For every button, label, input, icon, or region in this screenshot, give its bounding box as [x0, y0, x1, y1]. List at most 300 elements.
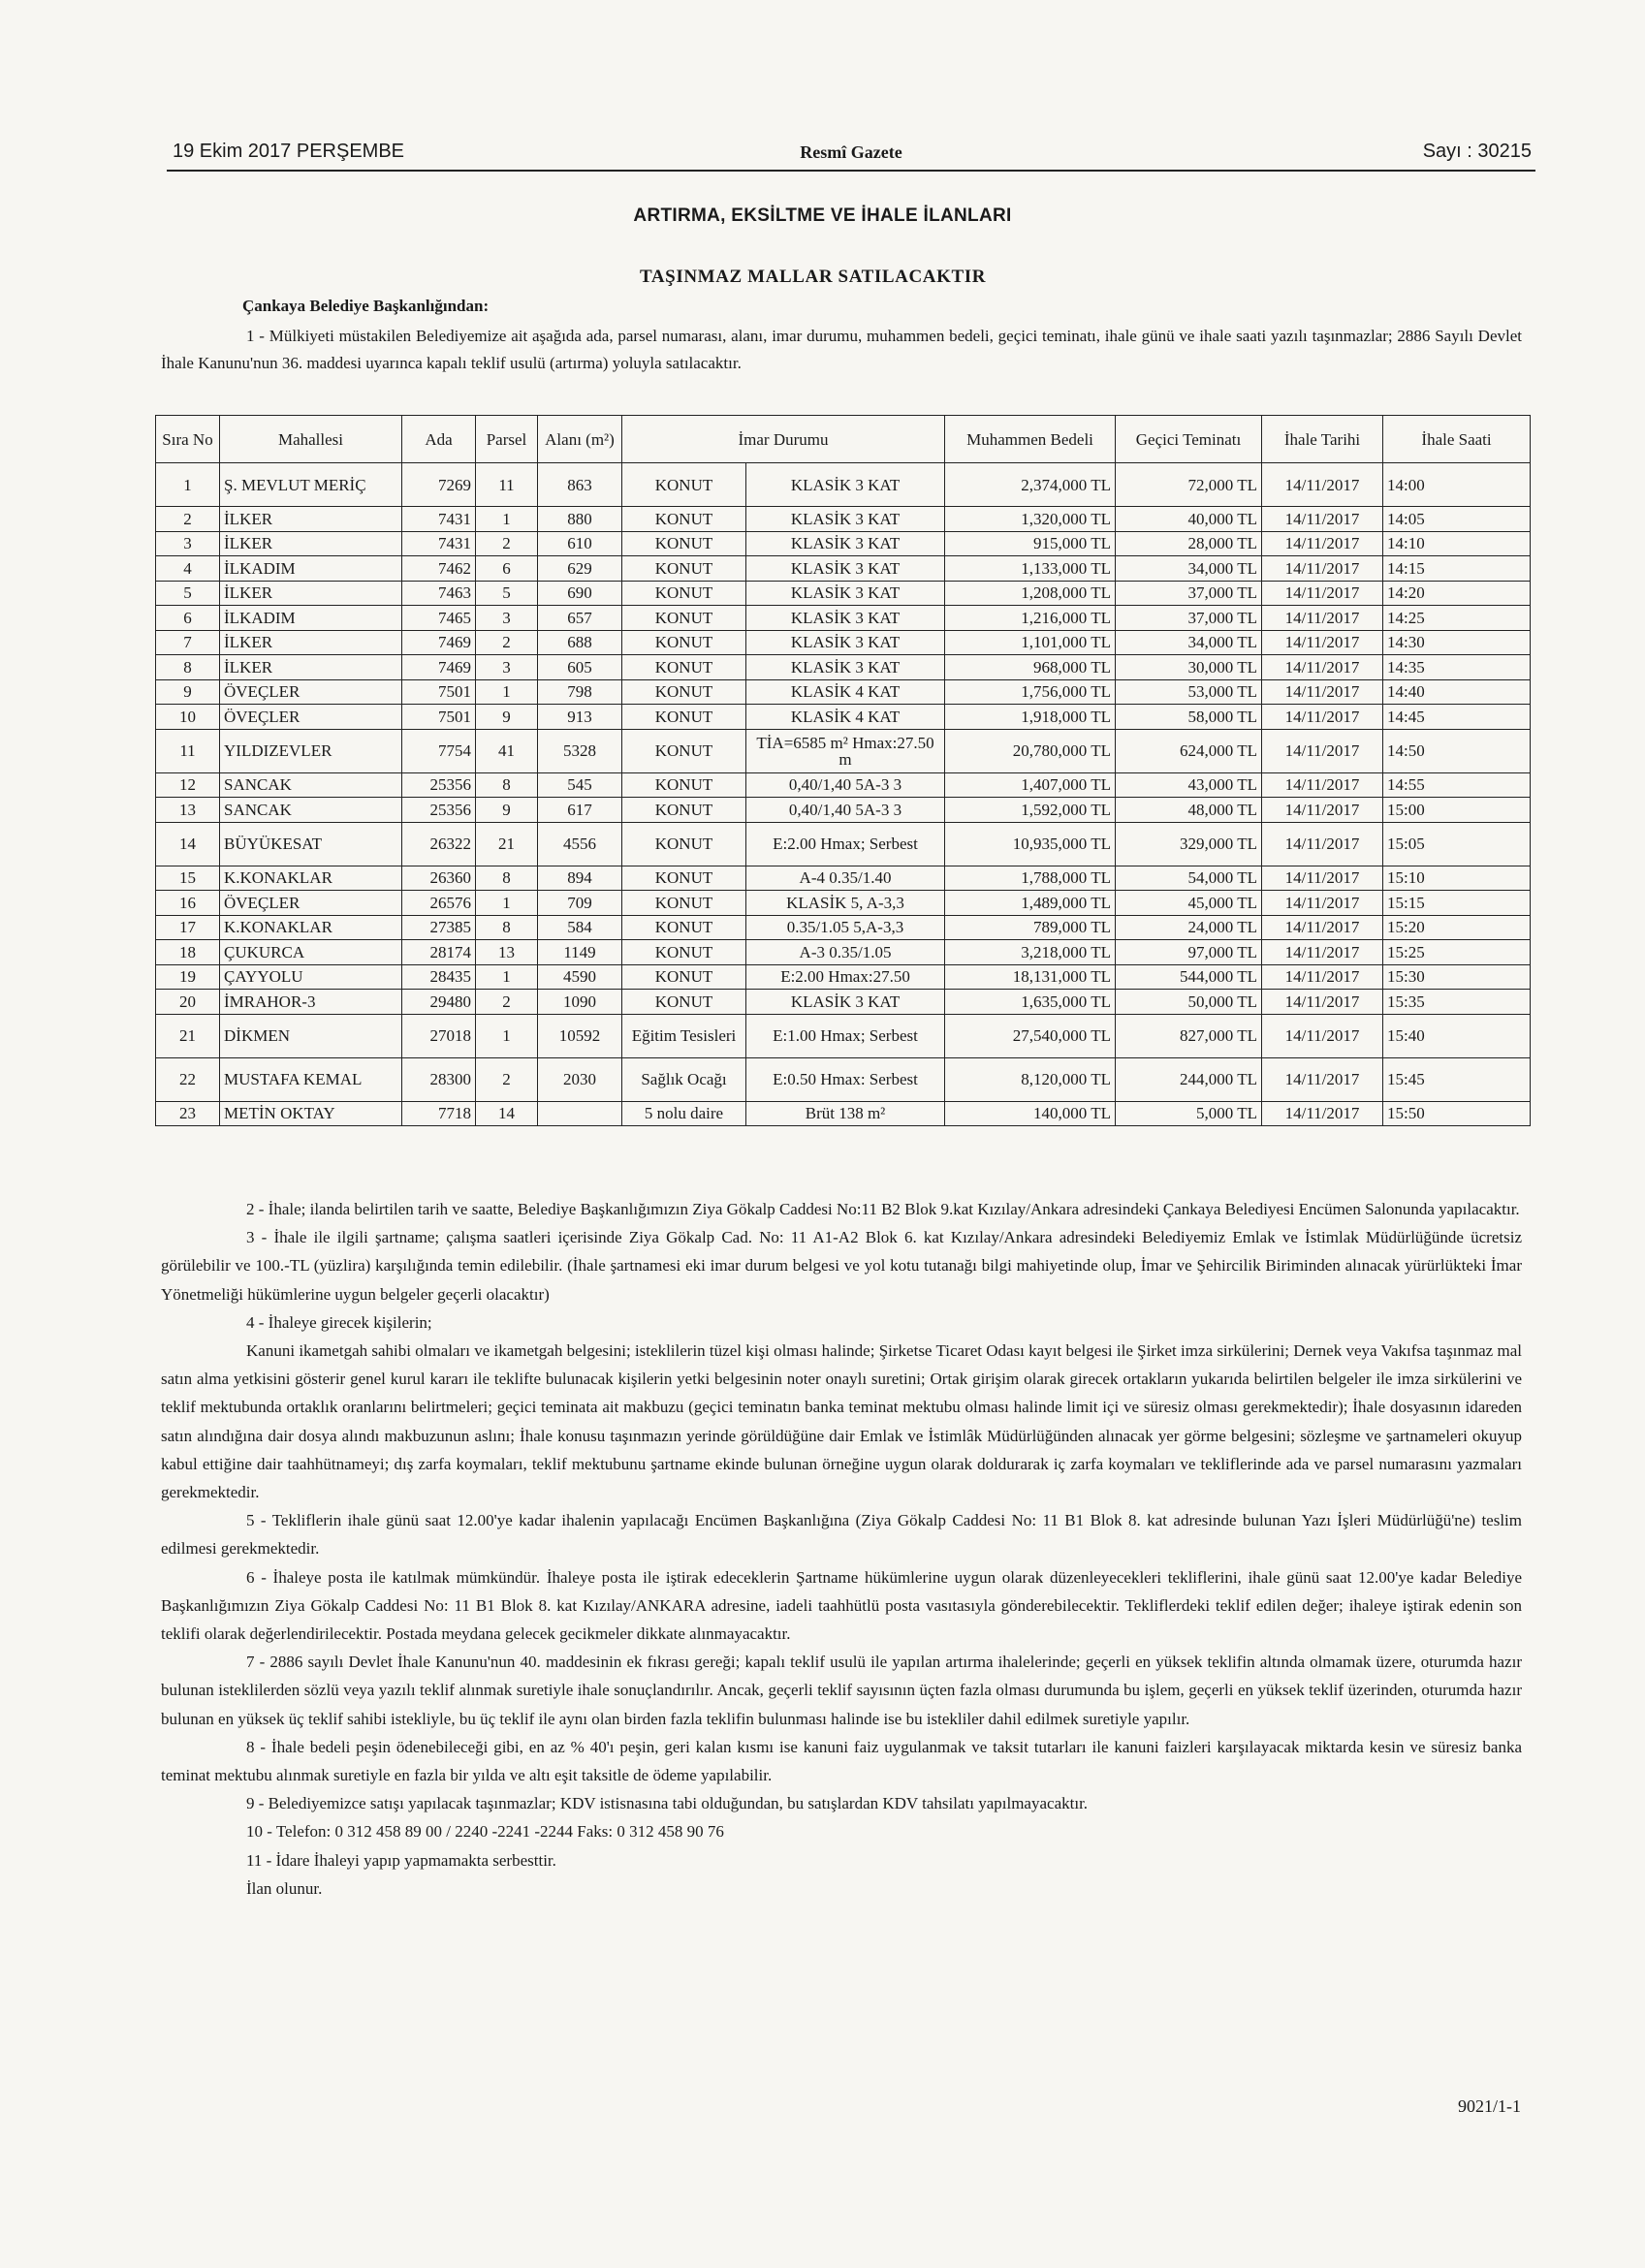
- cell-gecici-teminat: 54,000 TL: [1116, 866, 1262, 891]
- cell-parsel: 14: [476, 1101, 538, 1126]
- cell-imar-detail: E:1.00 Hmax; Serbest: [746, 1014, 945, 1057]
- cell-sira-no: 22: [156, 1057, 220, 1101]
- cell-sira-no: 11: [156, 729, 220, 772]
- table-row: [156, 606, 1531, 631]
- cell-alan: 10592: [538, 1014, 622, 1057]
- cell-sira-no: 8: [156, 655, 220, 680]
- cell-sira-no: 7: [156, 630, 220, 655]
- cell-mahalle: İLKER: [220, 630, 402, 655]
- cell-alan: 610: [538, 531, 622, 556]
- cell-imar-detail: A-3 0.35/1.05: [746, 940, 945, 965]
- cell-ada: 26322: [402, 822, 476, 866]
- header-date: 19 Ekim 2017 PERŞEMBE: [173, 141, 404, 162]
- cell-alan: 690: [538, 581, 622, 606]
- cell-muhammen-bedel: 140,000 TL: [945, 1101, 1116, 1126]
- cell-ihale-saati: 14:50: [1383, 729, 1531, 772]
- cell-gecici-teminat: 34,000 TL: [1116, 556, 1262, 582]
- cell-sira-no: 12: [156, 772, 220, 798]
- cell-imar-detail: KLASİK 3 KAT: [746, 463, 945, 507]
- cell-gecici-teminat: 28,000 TL: [1116, 531, 1262, 556]
- cell-sira-no: 13: [156, 798, 220, 823]
- col-header-parsel: Parsel: [476, 416, 538, 463]
- cell-ada: 28174: [402, 940, 476, 965]
- cell-muhammen-bedel: 1,101,000 TL: [945, 630, 1116, 655]
- condition-paragraph: 10 - Telefon: 0 312 458 89 00 / 2240 -2241 -2244 Faks: 0 312 458 90 76: [246, 1822, 724, 1842]
- cell-ihale-tarihi: 14/11/2017: [1262, 1101, 1383, 1126]
- cell-imar-detail: KLASİK 3 KAT: [746, 531, 945, 556]
- table-row: [156, 964, 1531, 990]
- cell-alan: 584: [538, 915, 622, 940]
- cell-mahalle: ÖVEÇLER: [220, 679, 402, 705]
- cell-gecici-teminat: 58,000 TL: [1116, 705, 1262, 730]
- cell-gecici-teminat: 53,000 TL: [1116, 679, 1262, 705]
- cell-imar-type: KONUT: [622, 891, 746, 916]
- cell-sira-no: 5: [156, 581, 220, 606]
- cell-alan: 4556: [538, 822, 622, 866]
- property-table: [155, 415, 1531, 1126]
- cell-imar-type: KONUT: [622, 679, 746, 705]
- cell-alan: 798: [538, 679, 622, 705]
- cell-parsel: 2: [476, 1057, 538, 1101]
- cell-imar-type: KONUT: [622, 630, 746, 655]
- condition-paragraph: 7 - 2886 sayılı Devlet İhale Kanunu'nun 40. maddesinin ek fıkrası gereği; kapalı teklif usulü ile yapılan artırma ihalelerinde; geçerli en yüksek teklifin altında olmamak üzere, oturumda hazır bulunan isteklilerden sözlü veya yazılı teklif alınmak suretiyle ihale sonuçlandırılır. Ancak, geçerli teklif sayısının üçten fazla olması durumunda bu işlem, geçerli en yüksek teklif üzerinden, oturumda hazır bulunan en yüksek üç teklif sahibi istekliyle, bu üç teklif ile aynı olan birden fazla teklifin bulunması halinde ise bu istekliler dahil edilmek suretiyle yapılır.: [161, 1653, 1522, 1728]
- cell-ihale-saati: 14:30: [1383, 630, 1531, 655]
- cell-gecici-teminat: 244,000 TL: [1116, 1057, 1262, 1101]
- table-row: [156, 679, 1531, 705]
- cell-alan: 545: [538, 772, 622, 798]
- cell-mahalle: K.KONAKLAR: [220, 915, 402, 940]
- cell-ihale-saati: 15:05: [1383, 822, 1531, 866]
- cell-ihale-saati: 15:50: [1383, 1101, 1531, 1126]
- cell-gecici-teminat: 329,000 TL: [1116, 822, 1262, 866]
- table-row: [156, 630, 1531, 655]
- cell-ihale-saati: 14:05: [1383, 507, 1531, 532]
- cell-ihale-saati: 15:45: [1383, 1057, 1531, 1101]
- table-body: [156, 463, 1531, 1126]
- cell-sira-no: 4: [156, 556, 220, 582]
- cell-muhammen-bedel: 3,218,000 TL: [945, 940, 1116, 965]
- table-row: [156, 1057, 1531, 1101]
- table-row: [156, 798, 1531, 823]
- cell-gecici-teminat: 544,000 TL: [1116, 964, 1262, 990]
- cell-mahalle: ÖVEÇLER: [220, 891, 402, 916]
- cell-gecici-teminat: 30,000 TL: [1116, 655, 1262, 680]
- table-row: [156, 1101, 1531, 1126]
- cell-mahalle: SANCAK: [220, 798, 402, 823]
- cell-gecici-teminat: 40,000 TL: [1116, 507, 1262, 532]
- cell-imar-type: KONUT: [622, 866, 746, 891]
- cell-gecici-teminat: 50,000 TL: [1116, 990, 1262, 1015]
- table-row: [156, 990, 1531, 1015]
- cell-ihale-tarihi: 14/11/2017: [1262, 507, 1383, 532]
- cell-parsel: 9: [476, 798, 538, 823]
- table-row: [156, 655, 1531, 680]
- cell-ihale-tarihi: 14/11/2017: [1262, 679, 1383, 705]
- cell-parsel: 2: [476, 630, 538, 655]
- cell-ada: 26576: [402, 891, 476, 916]
- cell-muhammen-bedel: 18,131,000 TL: [945, 964, 1116, 990]
- cell-imar-type: KONUT: [622, 940, 746, 965]
- table-row: [156, 705, 1531, 730]
- cell-ihale-saati: 14:55: [1383, 772, 1531, 798]
- cell-ihale-saati: 14:40: [1383, 679, 1531, 705]
- cell-mahalle: DİKMEN: [220, 1014, 402, 1057]
- cell-imar-detail: A-4 0.35/1.40: [746, 866, 945, 891]
- cell-imar-type: KONUT: [622, 964, 746, 990]
- cell-muhammen-bedel: 1,133,000 TL: [945, 556, 1116, 582]
- cell-ada: 25356: [402, 772, 476, 798]
- cell-ihale-saati: 15:00: [1383, 798, 1531, 823]
- cell-imar-type: KONUT: [622, 581, 746, 606]
- cell-muhammen-bedel: 1,216,000 TL: [945, 606, 1116, 631]
- issue-number: Sayı : 30215: [1422, 141, 1532, 162]
- cell-imar-type: KONUT: [622, 798, 746, 823]
- cell-ada: 27018: [402, 1014, 476, 1057]
- cell-ada: 27385: [402, 915, 476, 940]
- cell-ada: 28435: [402, 964, 476, 990]
- cell-alan: 657: [538, 606, 622, 631]
- cell-muhammen-bedel: 915,000 TL: [945, 531, 1116, 556]
- table-row: [156, 556, 1531, 582]
- cell-muhammen-bedel: 10,935,000 TL: [945, 822, 1116, 866]
- table-row: [156, 531, 1531, 556]
- cell-imar-detail: 0,40/1,40 5A-3 3: [746, 772, 945, 798]
- cell-imar-type: KONUT: [622, 990, 746, 1015]
- cell-imar-type: KONUT: [622, 463, 746, 507]
- cell-mahalle: İLKADIM: [220, 556, 402, 582]
- cell-ihale-tarihi: 14/11/2017: [1262, 891, 1383, 916]
- cell-imar-detail: KLASİK 3 KAT: [746, 581, 945, 606]
- cell-gecici-teminat: 37,000 TL: [1116, 606, 1262, 631]
- cell-parsel: 41: [476, 729, 538, 772]
- intro-paragraph: 1 - Mülkiyeti müstakilen Belediyemize ait aşağıda ada, parsel numarası, alanı, imar durumu, muhammen bedeli, geçici teminatı, ihale günü ve ihale saati yazılı taşınmazlar; 2886 Sayılı Devlet İhale Kanunu'nun 36. maddesi uyarınca kapalı teklif usulü (artırma) yoluyla satılacaktır.: [161, 327, 1522, 372]
- cell-mahalle: MUSTAFA KEMAL: [220, 1057, 402, 1101]
- cell-imar-type: KONUT: [622, 507, 746, 532]
- cell-ada: 29480: [402, 990, 476, 1015]
- cell-imar-detail: KLASİK 3 KAT: [746, 655, 945, 680]
- cell-sira-no: 20: [156, 990, 220, 1015]
- cell-sira-no: 14: [156, 822, 220, 866]
- cell-ihale-tarihi: 14/11/2017: [1262, 463, 1383, 507]
- cell-ihale-saati: 14:35: [1383, 655, 1531, 680]
- cell-ihale-saati: 15:40: [1383, 1014, 1531, 1057]
- cell-ihale-saati: 15:30: [1383, 964, 1531, 990]
- cell-imar-type: Eğitim Tesisleri: [622, 1014, 746, 1057]
- table-row: [156, 729, 1531, 772]
- cell-muhammen-bedel: 1,208,000 TL: [945, 581, 1116, 606]
- cell-alan: 688: [538, 630, 622, 655]
- cell-ihale-tarihi: 14/11/2017: [1262, 1057, 1383, 1101]
- issuing-authority: Çankaya Belediye Başkanlığından:: [242, 297, 490, 315]
- cell-gecici-teminat: 72,000 TL: [1116, 463, 1262, 507]
- cell-mahalle: İLKER: [220, 655, 402, 680]
- cell-parsel: 1: [476, 679, 538, 705]
- cell-ihale-saati: 15:15: [1383, 891, 1531, 916]
- cell-sira-no: 19: [156, 964, 220, 990]
- cell-muhammen-bedel: 1,320,000 TL: [945, 507, 1116, 532]
- cell-ihale-saati: 15:35: [1383, 990, 1531, 1015]
- table-row: [156, 915, 1531, 940]
- cell-ada: 7469: [402, 655, 476, 680]
- cell-imar-type: KONUT: [622, 915, 746, 940]
- condition-paragraph: 9 - Belediyemizce satışı yapılacak taşınmazlar; KDV istisnasına tabi olduğundan, bu satışlardan KDV tahsilatı yapılmayacaktır.: [246, 1794, 1089, 1813]
- cell-imar-detail: E:2.00 Hmax:27.50: [746, 964, 945, 990]
- cell-imar-detail: KLASİK 4 KAT: [746, 679, 945, 705]
- cell-parsel: 13: [476, 940, 538, 965]
- cell-muhammen-bedel: 1,788,000 TL: [945, 866, 1116, 891]
- cell-ihale-saati: 15:25: [1383, 940, 1531, 965]
- cell-ada: 7501: [402, 679, 476, 705]
- cell-parsel: 1: [476, 891, 538, 916]
- cell-mahalle: METİN OKTAY: [220, 1101, 402, 1126]
- col-header-bedel: Muhammen Bedeli: [945, 416, 1116, 463]
- cell-alan: 1149: [538, 940, 622, 965]
- cell-alan: 629: [538, 556, 622, 582]
- cell-ihale-saati: 14:00: [1383, 463, 1531, 507]
- cell-muhammen-bedel: 27,540,000 TL: [945, 1014, 1116, 1057]
- cell-muhammen-bedel: 1,918,000 TL: [945, 705, 1116, 730]
- cell-parsel: 2: [476, 990, 538, 1015]
- cell-muhammen-bedel: 1,489,000 TL: [945, 891, 1116, 916]
- cell-ihale-saati: 14:25: [1383, 606, 1531, 631]
- cell-sira-no: 15: [156, 866, 220, 891]
- cell-sira-no: 17: [156, 915, 220, 940]
- col-header-ada: Ada: [402, 416, 476, 463]
- cell-alan: 2030: [538, 1057, 622, 1101]
- cell-ihale-saati: 14:10: [1383, 531, 1531, 556]
- col-header-mahalle: Mahallesi: [220, 416, 402, 463]
- cell-parsel: 6: [476, 556, 538, 582]
- cell-ada: 7469: [402, 630, 476, 655]
- cell-sira-no: 23: [156, 1101, 220, 1126]
- cell-ada: 7431: [402, 507, 476, 532]
- cell-muhammen-bedel: 789,000 TL: [945, 915, 1116, 940]
- cell-muhammen-bedel: 20,780,000 TL: [945, 729, 1116, 772]
- cell-ihale-tarihi: 14/11/2017: [1262, 964, 1383, 990]
- cell-ada: 7463: [402, 581, 476, 606]
- table-row: [156, 463, 1531, 507]
- cell-ihale-saati: 15:20: [1383, 915, 1531, 940]
- cell-muhammen-bedel: 1,592,000 TL: [945, 798, 1116, 823]
- col-header-sira: Sıra No: [156, 416, 220, 463]
- cell-parsel: 3: [476, 655, 538, 680]
- cell-ada: 26360: [402, 866, 476, 891]
- condition-paragraph: 3 - İhale ile ilgili şartname; çalışma saatleri içerisinde Ziya Gökalp Cad. No: 11 A1-A2 Blok 6. kat Kızılay/Ankara adresindeki Belediyemiz Emlak ve İstimlak Müdürlüğünde ücretsiz görülebilir ve 100.-TL (yüzlira) karşılığında temin edilebilir. (İhale şartnamesi eki imar durum belgesi ve yol kotu tutanağı bilgi mahiyetinde olup, İmar ve Şehircilik Biriminden alınacak yürürlükteki İmar Yönetmeliği hükümlerine uygun belgeler geçerli olacaktır): [161, 1228, 1522, 1304]
- cell-alan: 4590: [538, 964, 622, 990]
- cell-ihale-tarihi: 14/11/2017: [1262, 990, 1383, 1015]
- cell-sira-no: 21: [156, 1014, 220, 1057]
- cell-gecici-teminat: 48,000 TL: [1116, 798, 1262, 823]
- table-row: [156, 891, 1531, 916]
- cell-muhammen-bedel: 8,120,000 TL: [945, 1057, 1116, 1101]
- cell-parsel: 1: [476, 1014, 538, 1057]
- condition-paragraph: 11 - İdare İhaleyi yapıp yapmamakta serbesttir.: [246, 1850, 556, 1870]
- cell-imar-detail: Brüt 138 m²: [746, 1101, 945, 1126]
- cell-alan: 880: [538, 507, 622, 532]
- conditions-section: [161, 1195, 1522, 1903]
- cell-ada: 7269: [402, 463, 476, 507]
- cell-ihale-tarihi: 14/11/2017: [1262, 915, 1383, 940]
- cell-imar-detail: 0,40/1,40 5A-3 3: [746, 798, 945, 823]
- cell-ada: 25356: [402, 798, 476, 823]
- cell-alan: [538, 1101, 622, 1126]
- cell-imar-type: KONUT: [622, 531, 746, 556]
- announcement-title: TAŞINMAZ MALLAR SATILACAKTIR: [640, 267, 987, 287]
- cell-parsel: 21: [476, 822, 538, 866]
- cell-mahalle: İLKER: [220, 581, 402, 606]
- page-header: [167, 139, 1535, 172]
- cell-imar-detail: KLASİK 4 KAT: [746, 705, 945, 730]
- cell-ada: 7465: [402, 606, 476, 631]
- cell-parsel: 11: [476, 463, 538, 507]
- cell-mahalle: BÜYÜKESAT: [220, 822, 402, 866]
- cell-imar-type: Sağlık Ocağı: [622, 1057, 746, 1101]
- cell-mahalle: ÇUKURCA: [220, 940, 402, 965]
- cell-parsel: 8: [476, 915, 538, 940]
- cell-mahalle: İMRAHOR-3: [220, 990, 402, 1015]
- cell-ihale-tarihi: 14/11/2017: [1262, 531, 1383, 556]
- condition-paragraph: İlan olunur.: [246, 1878, 323, 1898]
- cell-imar-type: KONUT: [622, 822, 746, 866]
- cell-ada: 7754: [402, 729, 476, 772]
- cell-parsel: 1: [476, 507, 538, 532]
- cell-gecici-teminat: 37,000 TL: [1116, 581, 1262, 606]
- cell-muhammen-bedel: 968,000 TL: [945, 655, 1116, 680]
- col-header-imar: İmar Durumu: [622, 416, 945, 463]
- cell-sira-no: 3: [156, 531, 220, 556]
- gazette-name: Resmî Gazete: [800, 142, 902, 162]
- cell-ihale-saati: 14:45: [1383, 705, 1531, 730]
- cell-parsel: 2: [476, 531, 538, 556]
- cell-ihale-tarihi: 14/11/2017: [1262, 556, 1383, 582]
- cell-ada: 7501: [402, 705, 476, 730]
- condition-paragraph: 8 - İhale bedeli peşin ödenebileceği gibi, en az % 40'ı peşin, geri kalan kısmı ise kanuni faiz uygulanmak ve taksit tutarları ile kanuni faizleri karşılayacak miktarda kesin ve süresiz banka teminat mektubu alınmak suretiyle en fazla bir yılda ve altı eşit taksitle de ödeme yapılabilir.: [161, 1737, 1522, 1785]
- cell-ihale-tarihi: 14/11/2017: [1262, 630, 1383, 655]
- cell-imar-type: KONUT: [622, 606, 746, 631]
- cell-mahalle: İLKER: [220, 507, 402, 532]
- cell-ihale-tarihi: 14/11/2017: [1262, 606, 1383, 631]
- cell-mahalle: SANCAK: [220, 772, 402, 798]
- cell-imar-detail: KLASİK 3 KAT: [746, 606, 945, 631]
- cell-parsel: 8: [476, 866, 538, 891]
- cell-ihale-saati: 14:20: [1383, 581, 1531, 606]
- cell-imar-detail: 0.35/1.05 5,A-3,3: [746, 915, 945, 940]
- cell-ihale-tarihi: 14/11/2017: [1262, 655, 1383, 680]
- cell-alan: 617: [538, 798, 622, 823]
- cell-gecici-teminat: 624,000 TL: [1116, 729, 1262, 772]
- cell-ada: 7431: [402, 531, 476, 556]
- cell-mahalle: Ş. MEVLUT MERİÇ: [220, 463, 402, 507]
- cell-imar-detail: KLASİK 3 KAT: [746, 507, 945, 532]
- cell-imar-detail: E:2.00 Hmax; Serbest: [746, 822, 945, 866]
- cell-ihale-saati: 15:10: [1383, 866, 1531, 891]
- cell-ihale-tarihi: 14/11/2017: [1262, 729, 1383, 772]
- col-header-tarih: İhale Tarihi: [1262, 416, 1383, 463]
- cell-parsel: 9: [476, 705, 538, 730]
- cell-alan: 913: [538, 705, 622, 730]
- cell-imar-type: 5 nolu daire: [622, 1101, 746, 1126]
- cell-ihale-tarihi: 14/11/2017: [1262, 798, 1383, 823]
- footer-code: 9021/1-1: [1458, 2096, 1521, 2116]
- cell-alan: 5328: [538, 729, 622, 772]
- cell-mahalle: İLKADIM: [220, 606, 402, 631]
- cell-sira-no: 2: [156, 507, 220, 532]
- col-header-teminat: Geçici Teminatı: [1116, 416, 1262, 463]
- cell-alan: 863: [538, 463, 622, 507]
- cell-mahalle: K.KONAKLAR: [220, 866, 402, 891]
- cell-gecici-teminat: 34,000 TL: [1116, 630, 1262, 655]
- cell-parsel: 3: [476, 606, 538, 631]
- cell-imar-detail: TİA=6585 m² Hmax:27.50 m: [746, 729, 945, 772]
- condition-paragraph: 5 - Tekliflerin ihale günü saat 12.00'ye kadar ihalenin yapılacağı Encümen Başkanlığına (Ziya Gökalp Caddesi No: 11 B1 Blok 8. kat adresinde bulunan Yazı İşleri Müdürlüğü'ne) teslim edilmesi gerekmektedir.: [161, 1511, 1522, 1559]
- table-row: [156, 772, 1531, 798]
- condition-paragraph: 4 - İhaleye girecek kişilerin;: [246, 1312, 432, 1332]
- cell-muhammen-bedel: 1,635,000 TL: [945, 990, 1116, 1015]
- cell-ada: 7462: [402, 556, 476, 582]
- cell-sira-no: 1: [156, 463, 220, 507]
- cell-imar-type: KONUT: [622, 705, 746, 730]
- cell-imar-type: KONUT: [622, 729, 746, 772]
- table-row: [156, 940, 1531, 965]
- cell-sira-no: 9: [156, 679, 220, 705]
- cell-sira-no: 16: [156, 891, 220, 916]
- col-header-alan: Alanı (m²): [538, 416, 622, 463]
- cell-imar-type: KONUT: [622, 772, 746, 798]
- cell-sira-no: 6: [156, 606, 220, 631]
- cell-mahalle: ÖVEÇLER: [220, 705, 402, 730]
- table-row: [156, 822, 1531, 866]
- cell-sira-no: 18: [156, 940, 220, 965]
- cell-ihale-tarihi: 14/11/2017: [1262, 1014, 1383, 1057]
- cell-ihale-saati: 14:15: [1383, 556, 1531, 582]
- cell-gecici-teminat: 24,000 TL: [1116, 915, 1262, 940]
- table-row: [156, 1014, 1531, 1057]
- condition-paragraph: 2 - İhale; ilanda belirtilen tarih ve saatte, Belediye Başkanlığımızın Ziya Gökalp Caddesi No:11 B2 Blok 9.kat Kızılay/Ankara adresindeki Çankaya Belediyesi Encümen Salonunda yapılacaktır.: [246, 1200, 1520, 1218]
- cell-alan: 709: [538, 891, 622, 916]
- cell-parsel: 5: [476, 581, 538, 606]
- cell-sira-no: 10: [156, 705, 220, 730]
- cell-muhammen-bedel: 2,374,000 TL: [945, 463, 1116, 507]
- table-header-row: [156, 416, 1531, 463]
- cell-alan: 605: [538, 655, 622, 680]
- cell-imar-detail: KLASİK 3 KAT: [746, 990, 945, 1015]
- cell-muhammen-bedel: 1,756,000 TL: [945, 679, 1116, 705]
- table-row: [156, 866, 1531, 891]
- cell-gecici-teminat: 827,000 TL: [1116, 1014, 1262, 1057]
- cell-mahalle: İLKER: [220, 531, 402, 556]
- cell-mahalle: YILDIZEVLER: [220, 729, 402, 772]
- cell-ada: 7718: [402, 1101, 476, 1126]
- cell-alan: 894: [538, 866, 622, 891]
- cell-ihale-tarihi: 14/11/2017: [1262, 581, 1383, 606]
- cell-alan: 1090: [538, 990, 622, 1015]
- cell-imar-detail: KLASİK 3 KAT: [746, 556, 945, 582]
- cell-gecici-teminat: 43,000 TL: [1116, 772, 1262, 798]
- table-row: [156, 507, 1531, 532]
- cell-mahalle: ÇAYYOLU: [220, 964, 402, 990]
- cell-ihale-tarihi: 14/11/2017: [1262, 772, 1383, 798]
- cell-imar-detail: KLASİK 5, A-3,3: [746, 891, 945, 916]
- cell-ihale-tarihi: 14/11/2017: [1262, 866, 1383, 891]
- col-header-saat: İhale Saati: [1383, 416, 1531, 463]
- cell-parsel: 1: [476, 964, 538, 990]
- table-row: [156, 581, 1531, 606]
- condition-paragraph: 6 - İhaleye posta ile katılmak mümkündür. İhaleye posta ile iştirak edeceklerin Şartname hükümlerine uygun olarak düzenleyecekleri tekliflerini, ihale günü saat 12.00'ye kadar Belediye Başkanlığımızın Ziya Gökalp Caddesi No: 11 B1 Blok 8. kat Kızılay/ANKARA adresine, iadeli taahhütlü posta vasıtasıyla gönderebilecektir. Tekliflerdeki teklif edilen değer; ihaleye iştirak edenin son teklifi olarak değerlendirilecektir. Postada meydana gelecek gecikmeler dikkate alınmayacaktır.: [161, 1567, 1522, 1644]
- cell-ada: 28300: [402, 1057, 476, 1101]
- cell-gecici-teminat: 97,000 TL: [1116, 940, 1262, 965]
- cell-imar-type: KONUT: [622, 655, 746, 680]
- cell-ihale-tarihi: 14/11/2017: [1262, 705, 1383, 730]
